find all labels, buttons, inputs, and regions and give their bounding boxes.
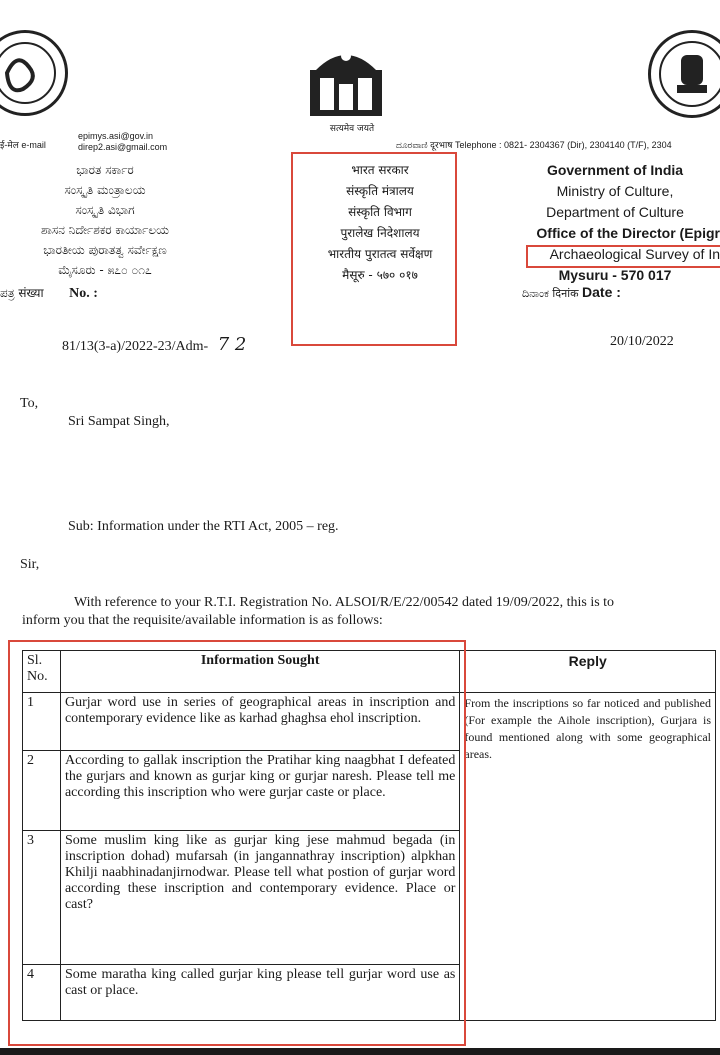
row-1-info: Gurjar word use in series of geographical areas in inscription and contemporary evidence like as karhad ghaghsa ehol inscription. (60, 693, 459, 751)
email-2: direp2.asi@gmail.com (78, 142, 168, 152)
date-label-block (522, 284, 621, 302)
table-highlight (8, 640, 466, 1046)
emblem-caption: सत्यमेव जयते (329, 124, 375, 134)
row-3-info: Some muslim king like as gurjar king jese mahmud begada (in inscription dohad) mufarsah (in jangannathray inscription) alpkhan Khilji naabhinadanjirnodwar. Please tell what postion of gurjar word according these inscription and contemporary evidence. Place or cast? (60, 831, 459, 965)
kannada-line-6: ಮೈಸೂರು - ೫೭೦ ೦೧೭ (58, 263, 152, 277)
no-label-regional: ಪತ್ರ संख्या (0, 286, 44, 300)
hindi-line-4: पुरालेख निदेशालय (340, 226, 420, 240)
recipient-name: Sri Sampat Singh, (68, 414, 170, 429)
hindi-line-5: भारतीय पुरातत्व सर्वेक्षण (327, 247, 433, 261)
date-label: Date : (582, 284, 621, 300)
header-sl-no: Sl. No. (23, 651, 61, 693)
row-3-sl: 3 (23, 831, 61, 965)
reference-number (62, 334, 246, 355)
hindi-line-3: संस्कृति विभाग (348, 205, 412, 219)
row-2-sl: 2 (23, 751, 61, 831)
english-line-3: Department of Culture (546, 204, 684, 220)
scan-bottom-edge (0, 1048, 720, 1055)
no-label: No. : (69, 286, 98, 301)
hindi-block-highlight (291, 152, 457, 346)
telephone-line (396, 138, 672, 151)
body-line-2: inform you that the requisite/available information is as follows: (22, 613, 383, 628)
english-line-1: Government of India (546, 162, 684, 178)
phone-label-kannada: ದೂರವಾಣಿ (396, 140, 428, 150)
kannada-address-block (0, 160, 210, 280)
asi-emblem (306, 44, 386, 120)
subject-line: Sub: Information under the RTI Act, 2005 – reg. (68, 519, 339, 534)
to-line: To, (20, 396, 39, 411)
date-label-regional: ದಿನಾಂಕ दिनांक (522, 287, 579, 300)
header-reply: Reply (460, 651, 716, 693)
body-line-1: With reference to your R.T.I. Registration No. ALSOI/R/E/22/00542 dated 19/09/2022, this is to (74, 595, 615, 610)
hindi-line-1: भारत सरकार (351, 163, 409, 177)
reply-cell: From the inscriptions so far noticed and published (For example the Aihole inscription), Gurjara is found mentioned along with some geographical areas. (460, 693, 716, 1021)
hindi-line-6: मैसूरु - ५७० ०१७ (342, 268, 418, 282)
reference-number-block (0, 284, 98, 302)
row-2-info: According to gallak inscription the Pratihar king naagbhat I defeated the gurjars and known as gurjar king or gurjar naresh. Please tell me according this inscription who were gurjar caste or place. (60, 751, 459, 831)
header-information-sought: Information Sought (60, 651, 459, 693)
english-line-4: Office of the Director (Epigr (536, 225, 720, 241)
national-emblem-right (648, 30, 720, 118)
row-4-sl: 4 (23, 965, 61, 1021)
reference-number-value: 81/13(3-a)/2022-23/Adm- (62, 339, 209, 354)
row-4-info: Some maratha king called gurjar king please tell gurjar word use as cast or place. (60, 965, 459, 1021)
english-line-6: Mysuru - 570 017 (558, 267, 672, 283)
row-1-sl: 1 (23, 693, 61, 751)
kannada-line-4: ಶಾಸನ ನಿರ್ದೇಶಕರ ಕಾರ್ಯಾಲಯ (41, 223, 169, 237)
organisation-logo-left (0, 30, 68, 116)
asi-highlight (526, 245, 720, 268)
kannada-line-5: ಭಾರತೀಯ ಪುರಾತತ್ವ ಸರ್ವೇಕ್ಷಣ (43, 243, 167, 257)
english-line-2: Ministry of Culture, (556, 183, 674, 199)
handwritten-number: 7 2 (217, 334, 247, 355)
date-value: 20/10/2022 (610, 334, 674, 349)
email-1: epimys.asi@gov.in (78, 131, 153, 141)
email-addresses (78, 131, 167, 153)
kannada-line-1: ಭಾರತ ಸರ್ಕಾರ (76, 163, 134, 177)
phone-label-hindi: दूरभाष (430, 140, 453, 150)
kannada-line-3: ಸಂಸ್ಕೃತಿ ವಿಭಾಗ (75, 203, 135, 217)
email-label: ई-मेल e-mail (0, 140, 46, 150)
kannada-line-2: ಸಂಸ್ಕೃತಿ ಮಂತ್ರಾಲಯ (64, 183, 146, 197)
salutation: Sir, (20, 557, 40, 572)
phone-numbers: Telephone : 0821- 2304367 (Dir), 2304140 (T/F), 2304 (455, 140, 672, 150)
english-line-5: Archaeological Survey of In (549, 246, 720, 262)
hindi-line-2: संस्कृति मंत्रालय (346, 184, 414, 198)
